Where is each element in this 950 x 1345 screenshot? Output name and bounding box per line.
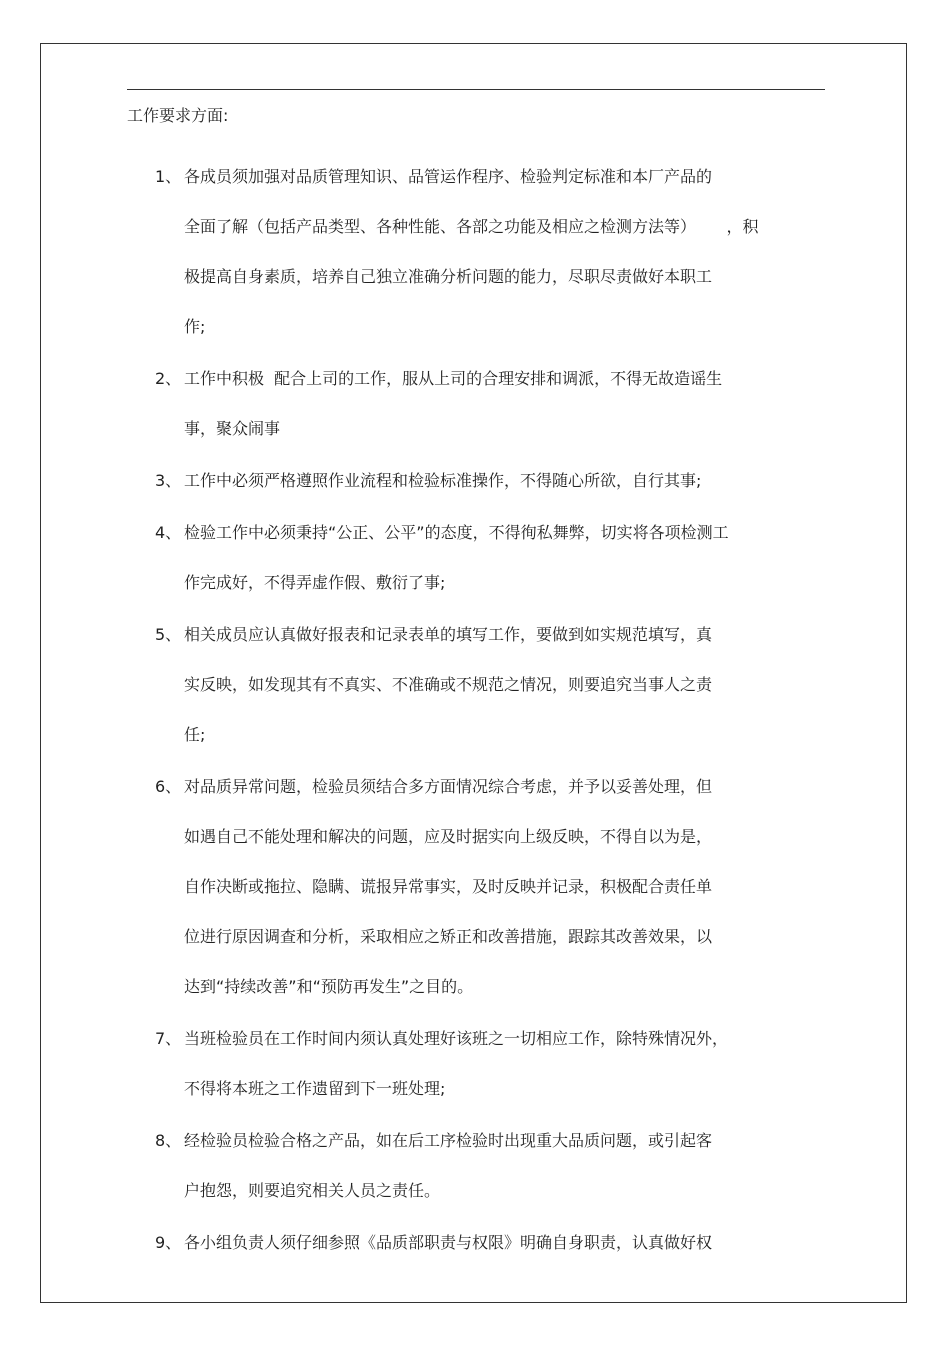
- list-item: [155, 1014, 835, 1114]
- list-item-number: 7、: [155, 1029, 182, 1048]
- header-rule: [127, 89, 825, 90]
- list-item-number: 4、: [155, 523, 182, 542]
- list-item-text-line: 户抱怨，则要追究相关人员之责任。: [184, 1181, 441, 1200]
- list-item: [155, 762, 835, 1012]
- list-item-number: 2、: [155, 369, 182, 388]
- list-item-text-line: 位进行原因调查和分析，采取相应之矫正和改善措施，跟踪其改善效果，以: [184, 927, 713, 946]
- list-item-text-line: 极提高自身素质，培养自己独立准确分析问题的能力，尽职尽责做好本职工: [184, 267, 713, 286]
- list-item-text-line: 作完成好，不得弄虚作假、敷衍了事;: [184, 573, 446, 592]
- list-item-text-line: 各成员须加强对品质管理知识、品管运作程序、检验判定标准和本厂产品的: [184, 167, 713, 186]
- list-item-number: 8、: [155, 1131, 182, 1150]
- list-item-text-line: 实反映，如发现其有不真实、不准确或不规范之情况，则要追究当事人之责: [184, 675, 713, 694]
- list-item-text-line: 作;: [184, 317, 206, 336]
- list-item-number: 9、: [155, 1233, 182, 1252]
- list-item-text-line: 自作决断或拖拉、隐瞒、谎报异常事实，及时反映并记录，积极配合责任单: [184, 877, 713, 896]
- list-item-text-line: 各小组负责人须仔细参照《品质部职责与权限》明确自身职责，认真做好权: [184, 1233, 713, 1252]
- list-item: [155, 508, 835, 608]
- list-item-text-line: 任;: [184, 725, 206, 744]
- list-item-number: 3、: [155, 471, 182, 490]
- list-item-number: 5、: [155, 625, 182, 644]
- list-item-number: 6、: [155, 777, 182, 796]
- list-item-text-line: 工作中积极 配合上司的工作，服从上司的合理安排和调派，不得无故造谣生: [184, 369, 723, 388]
- list-item-text-line: 达到“持续改善”和“预防再发生”之目的。: [184, 977, 474, 996]
- section-heading: 工作要求方面:: [127, 106, 229, 125]
- list-item-text-line: 当班检验员在工作时间内须认真处理好该班之一切相应工作，除特殊情况外，: [184, 1029, 729, 1048]
- list-item-text-line: 全面了解（包括产品类型、各种性能、各部之功能及相应之检测方法等） ，积: [184, 217, 759, 236]
- list-item-text-line: 检验工作中必须秉持“公正、公平”的态度，不得徇私舞弊，切实将各项检测工: [184, 523, 729, 542]
- list-item: [155, 610, 835, 760]
- list-item: [155, 1116, 835, 1216]
- list-item-text-line: 对品质异常问题，检验员须结合多方面情况综合考虑，并予以妥善处理，但: [184, 777, 713, 796]
- requirements-list: [155, 152, 835, 1270]
- list-item: [155, 354, 835, 454]
- list-item-text-line: 如遇自己不能处理和解决的问题，应及时据实向上级反映，不得自以为是，: [184, 827, 713, 846]
- list-item-text-line: 不得将本班之工作遗留到下一班处理;: [184, 1079, 446, 1098]
- list-item: [155, 1218, 835, 1268]
- list-item-text-line: 相关成员应认真做好报表和记录表单的填写工作，要做到如实规范填写，真: [184, 625, 713, 644]
- list-item-text-line: 经检验员检验合格之产品，如在后工序检验时出现重大品质问题，或引起客: [184, 1131, 713, 1150]
- list-item: [155, 152, 835, 352]
- list-item: [155, 456, 835, 506]
- list-item-number: 1、: [155, 167, 182, 186]
- list-item-text-line: 事，聚众闹事: [184, 419, 281, 438]
- list-item-text-line: 工作中必须严格遵照作业流程和检验标准操作，不得随心所欲，自行其事;: [184, 471, 702, 490]
